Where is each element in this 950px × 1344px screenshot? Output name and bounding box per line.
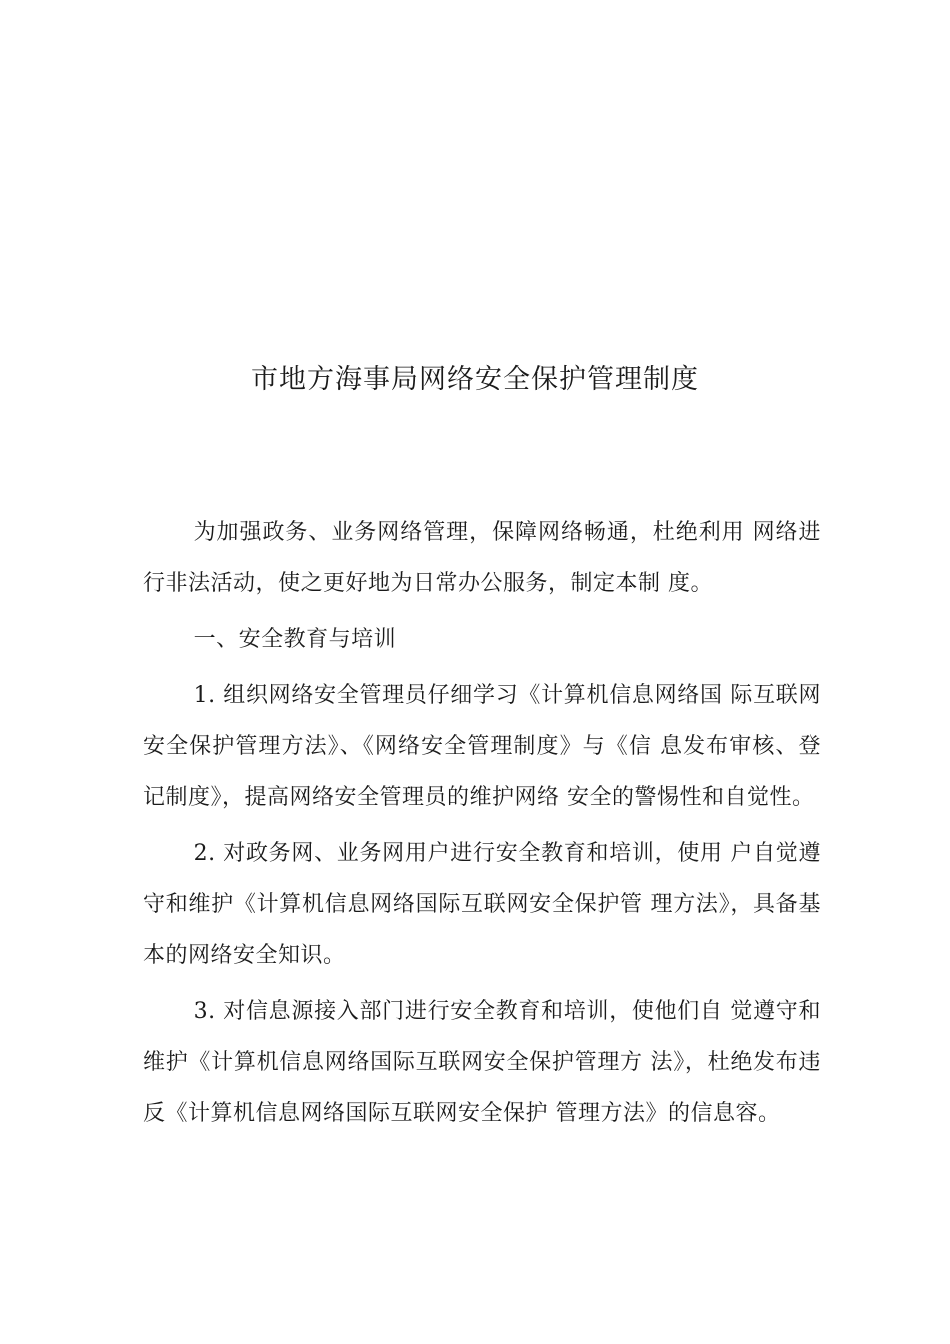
item-paragraph-2: 2. 对政务网、业务网用户进行安全教育和培训，使用 户自觉遵守和维护《计算机信息网络国际互联网安全保护管 理方法》，具备基本的网络安全知识。 [143,841,821,968]
document-body [143,507,821,1144]
item-paragraph-3: 3. 对信息源接入部门进行安全教育和培训，使他们自 觉遵守和维护《计算机信息网络国际互联网安全保护管理方 法》，杜绝发布违反《计算机信息网络国际互联网安全保护 管理方法》的信息容。 [143,999,821,1126]
intro-paragraph: 为加强政务、业务网络管理，保障网络畅通，杜绝利用 网络进行非法活动，使之更好地为日常办公服务，制定本制 度。 [143,520,821,596]
document-title: 市地方海事局网络安全保护管理制度 [251,364,699,395]
item-paragraph-1: 1. 组织网络安全管理员仔细学习《计算机信息网络国 际互联网安全保护管理方法》、《网络安全管理制度》与《信 息发布审核、登记制度》，提高网络安全管理员的维护网络 安全的警惕性和自觉性。 [143,683,821,810]
section-heading: 一、安全教育与培训 [193,627,397,652]
